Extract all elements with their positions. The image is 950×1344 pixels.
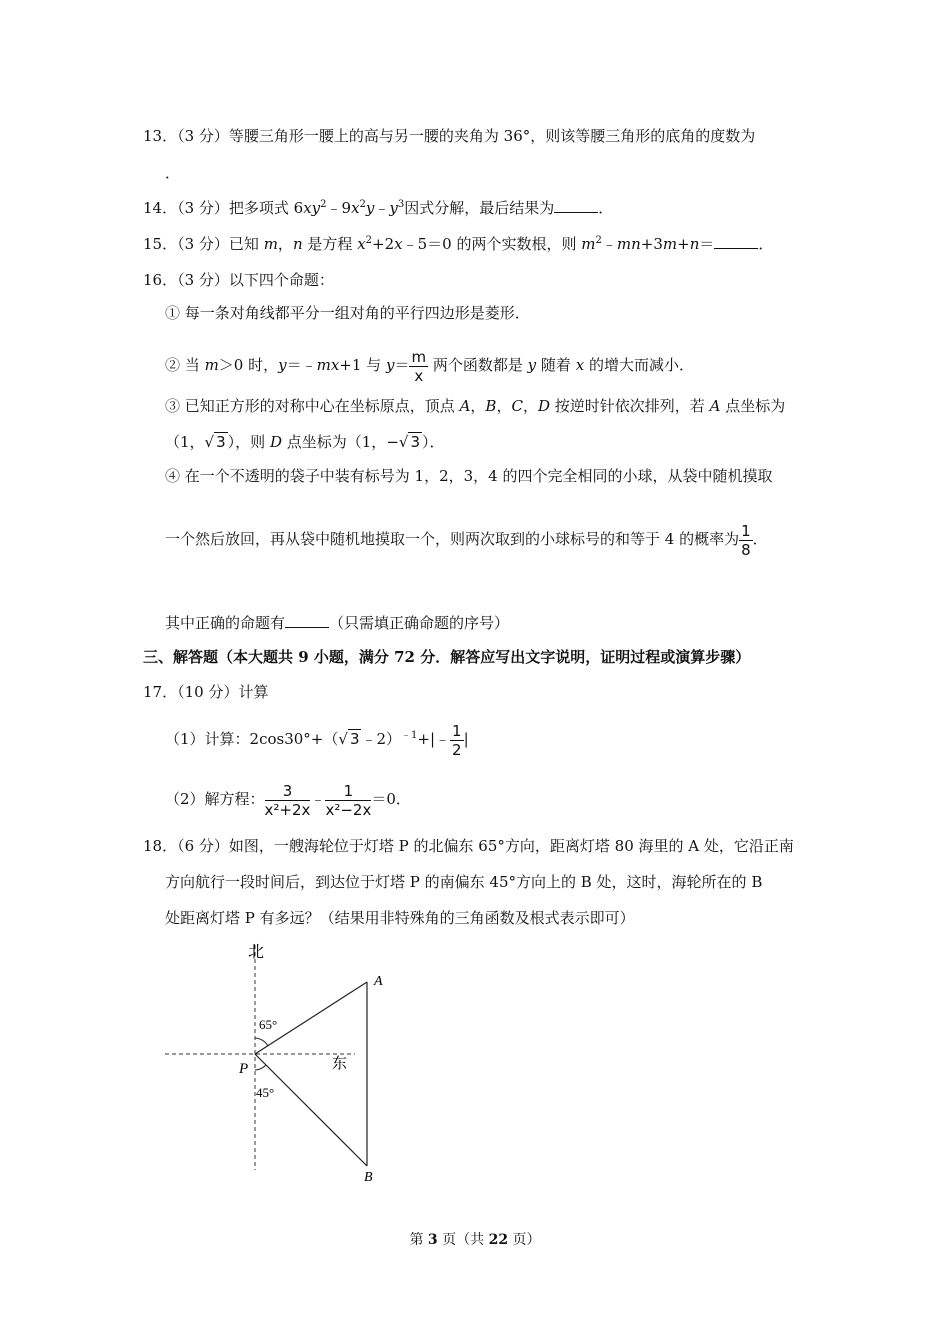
q17-part-2: （2）解方程： $\frac{3}{\text{x²+2x}}$ ﹣ $\frac{1}{\text{x²−2x}}$ ＝0． xyxy=(165,781,411,819)
q16-statement-1: ① 每一条对角线都平分一组对角的平行四边形是菱形． xyxy=(165,304,530,322)
q16-statement-4-line2: 一个然后放回，再从袋中随机地摸取一个，则两次取到的小球标号的和等于 4 的概率为 $\frac{1}{8}$ ． xyxy=(165,521,768,559)
point-p-label: P xyxy=(239,1061,249,1077)
angle-65-label: 65° xyxy=(259,1017,278,1032)
page-footer: 第 3 页（共 22 页） xyxy=(409,1232,541,1248)
question-17-head: 17．（10 分）计算 xyxy=(143,683,269,701)
east-label: 东 xyxy=(332,1056,348,1072)
current-page: 3 xyxy=(427,1232,438,1248)
m-over-x-fraction: $\frac{m}{x}$ xyxy=(411,347,427,385)
one-eighth-fraction: $\frac{1}{8}$ xyxy=(741,521,751,559)
q13-text: 13．（3 分）等腰三角形一腰上的高与另一腰的夹角为 36°，则该等腰三角形的底角的度数为 xyxy=(143,127,756,145)
segment-pb xyxy=(255,1054,367,1166)
one-half-fraction: $\frac{1}{2}$ xyxy=(452,721,462,759)
total-pages: 22 xyxy=(488,1232,509,1248)
question-13 xyxy=(143,126,755,146)
angle-65-arc xyxy=(255,1038,268,1046)
question-18-line1: 18．（6 分）如图，一艘海轮位于灯塔 P 的北偏东 65°方向，距离灯塔 80 海里的 A 处，它沿正南 xyxy=(143,837,794,855)
lighthouse-figure xyxy=(150,935,400,1185)
question-15: 15．（3 分）已知 m，n 是方程 $x^2+2x﹣5=0$ 的两个实数根，则 $m^2﹣mn+3m+n=$ ． xyxy=(143,235,774,253)
north-label: 北 xyxy=(248,944,265,961)
q16-statement-3-line1: ③ 已知正方形的对称中心在坐标原点，顶点 A，B，C，D 按逆时针依次排列，若 A 点坐标为 xyxy=(165,397,786,415)
q17-part-1: （1）计算：2cos30°+（√ 3 ﹣2）$^{﹣1}$+|﹣ $\frac{1}{2}$ | xyxy=(165,719,469,759)
question-18-line3: 处距离灯塔 P 有多远？（结果用非特殊角的三角函数及根式表示即可） xyxy=(165,909,635,927)
q14-answer-blank[interactable] xyxy=(554,198,598,213)
fraction-1-over-x2-minus-2x: $\frac{1}{\text{x²−2x}}$ xyxy=(325,781,372,819)
question-14: 14．（3 分）把多项式 $6xy^2﹣9x^2y﹣y^3$因式分解，最后结果为 ． xyxy=(143,199,614,217)
q16-answer-blank[interactable] xyxy=(285,613,329,628)
fraction-3-over-x2-plus-2x: $\frac{3}{\text{x²+2x}}$ xyxy=(264,781,311,819)
sqrt3-symbol-negative: √ 3 xyxy=(398,433,420,451)
angle-45-label: 45° xyxy=(256,1085,275,1100)
point-b-label: B xyxy=(364,1170,373,1185)
q13-tail: ． xyxy=(165,164,181,182)
question-18-line2: 方向航行一段时间后，到达位于灯塔 P 的南偏东 45°方向上的 B 处，这时，海轮所在的 B xyxy=(165,873,763,891)
point-a-label: A xyxy=(374,974,383,989)
q16-statement-3-line2: （1，√ 3 ），则 D 点坐标为（1，−√ 3 ）． xyxy=(165,433,445,451)
sqrt3-term: √ 3 xyxy=(338,730,360,748)
question-16-head: 16．（3 分）以下四个命题： xyxy=(143,271,334,289)
q15-answer-blank[interactable] xyxy=(714,234,758,249)
q16-statement-4-line1: ④ 在一个不透明的袋子中装有标号为 1，2，3，4 的四个完全相同的小球，从袋中随机摸取 xyxy=(165,467,773,485)
q16-statement-2: ② 当 m＞0 时，y＝﹣mx+1 与 y＝ $\frac{m}{x}$ 两个函数都是 y 随着 x 的增大而减小． xyxy=(165,347,694,385)
sqrt3-symbol: √ 3 xyxy=(204,433,226,451)
section-3-heading: 三、解答题（本大题共 9 小题，满分 72 分．解答应写出文字说明，证明过程或演算步骤） xyxy=(143,648,751,666)
angle-45-arc xyxy=(255,1065,266,1070)
q16-answer-line: 其中正确的命题有 （只需填正确命题的序号） xyxy=(165,614,510,632)
